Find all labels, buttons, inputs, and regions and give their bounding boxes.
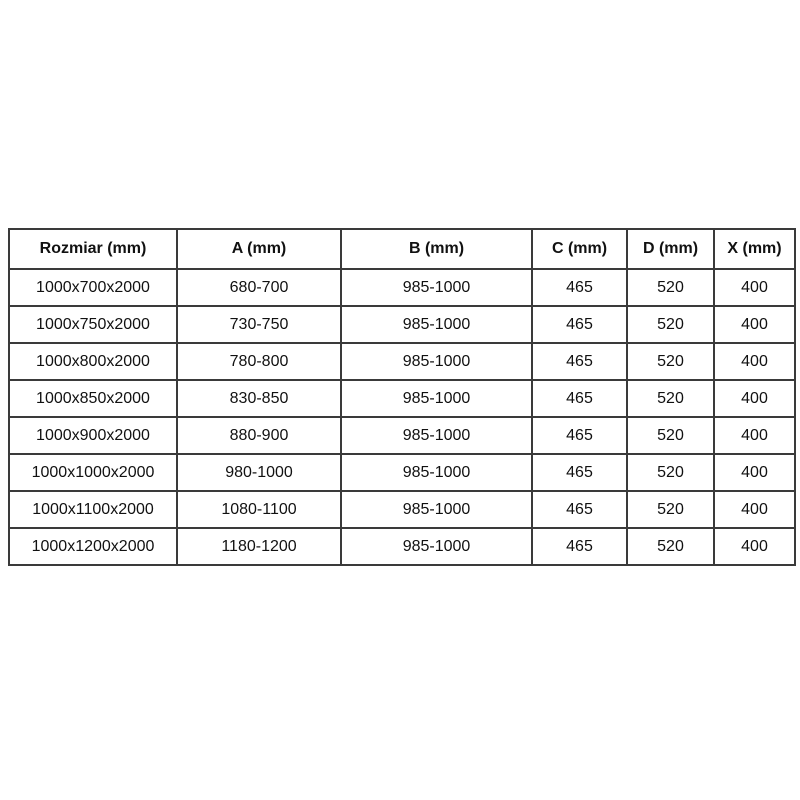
table-cell-b: 985-1000 — [341, 269, 532, 306]
column-header-b: B (mm) — [341, 229, 532, 269]
table-cell-d: 520 — [627, 343, 714, 380]
table-cell-a: 1180-1200 — [177, 528, 341, 565]
table-cell-x: 400 — [714, 269, 795, 306]
table-cell-d: 520 — [627, 454, 714, 491]
table-cell-a: 680-700 — [177, 269, 341, 306]
table-row — [9, 454, 795, 491]
table-row — [9, 343, 795, 380]
dimensions-table-container — [8, 228, 794, 566]
dimensions-table — [8, 228, 796, 566]
table-cell-rozmiar: 1000x1000x2000 — [9, 454, 177, 491]
table-cell-c: 465 — [532, 491, 627, 528]
table-cell-b: 985-1000 — [341, 343, 532, 380]
table-cell-c: 465 — [532, 306, 627, 343]
table-cell-d: 520 — [627, 269, 714, 306]
table-cell-c: 465 — [532, 269, 627, 306]
table-cell-rozmiar: 1000x700x2000 — [9, 269, 177, 306]
table-cell-x: 400 — [714, 528, 795, 565]
table-row — [9, 417, 795, 454]
column-header-x: X (mm) — [714, 229, 795, 269]
column-header-c: C (mm) — [532, 229, 627, 269]
table-cell-c: 465 — [532, 380, 627, 417]
table-cell-c: 465 — [532, 454, 627, 491]
table-cell-rozmiar: 1000x750x2000 — [9, 306, 177, 343]
table-row — [9, 306, 795, 343]
column-header-d: D (mm) — [627, 229, 714, 269]
table-cell-a: 830-850 — [177, 380, 341, 417]
table-cell-a: 980-1000 — [177, 454, 341, 491]
table-cell-b: 985-1000 — [341, 528, 532, 565]
table-cell-b: 985-1000 — [341, 417, 532, 454]
column-header-a: A (mm) — [177, 229, 341, 269]
table-cell-rozmiar: 1000x900x2000 — [9, 417, 177, 454]
table-row — [9, 269, 795, 306]
table-cell-a: 730-750 — [177, 306, 341, 343]
table-cell-c: 465 — [532, 528, 627, 565]
table-row — [9, 491, 795, 528]
table-cell-d: 520 — [627, 417, 714, 454]
table-header-row — [9, 229, 795, 269]
table-cell-d: 520 — [627, 528, 714, 565]
table-cell-x: 400 — [714, 417, 795, 454]
table-cell-c: 465 — [532, 343, 627, 380]
table-cell-d: 520 — [627, 491, 714, 528]
table-cell-x: 400 — [714, 491, 795, 528]
table-row — [9, 380, 795, 417]
table-cell-x: 400 — [714, 380, 795, 417]
table-cell-d: 520 — [627, 306, 714, 343]
table-cell-b: 985-1000 — [341, 306, 532, 343]
table-cell-rozmiar: 1000x800x2000 — [9, 343, 177, 380]
table-cell-b: 985-1000 — [341, 380, 532, 417]
table-cell-b: 985-1000 — [341, 454, 532, 491]
table-cell-c: 465 — [532, 417, 627, 454]
table-row — [9, 528, 795, 565]
table-cell-x: 400 — [714, 306, 795, 343]
table-cell-rozmiar: 1000x1100x2000 — [9, 491, 177, 528]
table-cell-d: 520 — [627, 380, 714, 417]
column-header-rozmiar: Rozmiar (mm) — [9, 229, 177, 269]
table-cell-b: 985-1000 — [341, 491, 532, 528]
table-cell-a: 1080-1100 — [177, 491, 341, 528]
table-cell-rozmiar: 1000x1200x2000 — [9, 528, 177, 565]
table-cell-x: 400 — [714, 454, 795, 491]
table-cell-a: 880-900 — [177, 417, 341, 454]
table-cell-a: 780-800 — [177, 343, 341, 380]
table-cell-x: 400 — [714, 343, 795, 380]
table-cell-rozmiar: 1000x850x2000 — [9, 380, 177, 417]
